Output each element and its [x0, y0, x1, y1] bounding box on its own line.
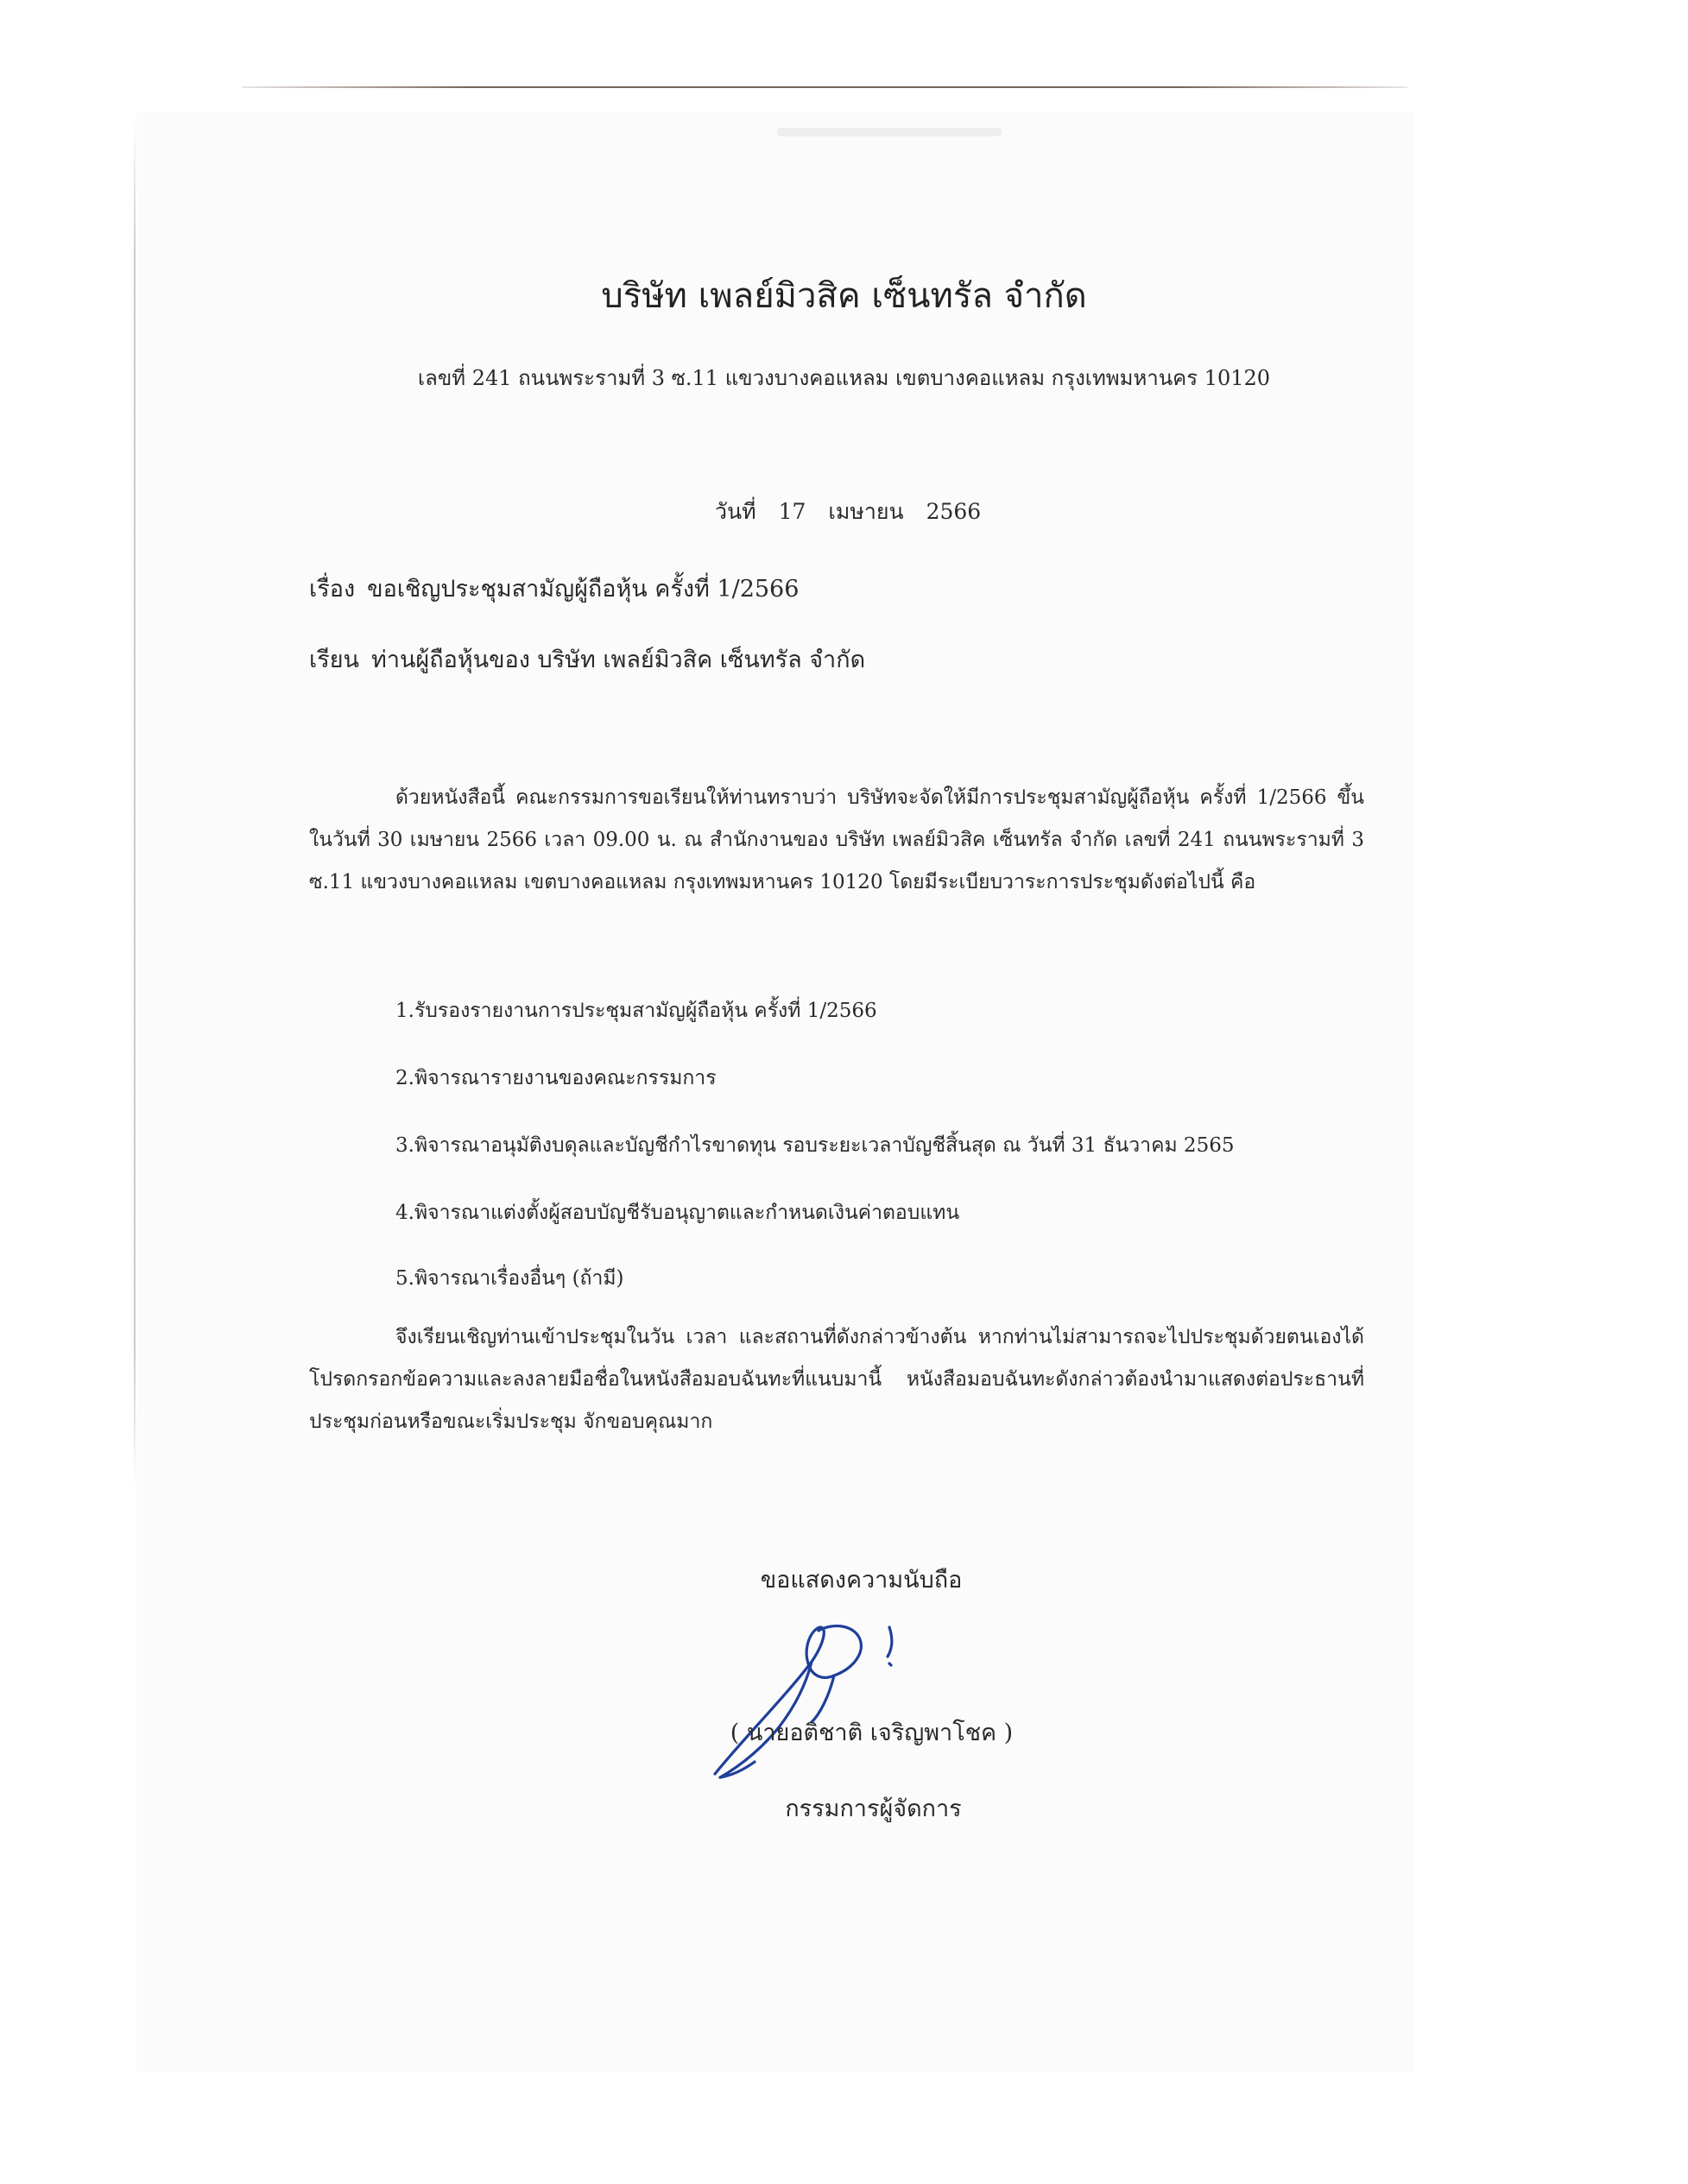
letter-date: [715, 495, 996, 529]
signer-position: กรรมการผู้จัดการ: [785, 1796, 962, 1822]
faint-stamp-mark: [777, 128, 1002, 136]
scan-top-edge: [242, 86, 1407, 88]
agenda-item-1: 1.รับรองรายงานการประชุมสามัญผู้ถือหุ้น ครั้งที่ 1/2566: [395, 1000, 877, 1022]
date-month: เมษายน: [828, 499, 904, 524]
company-name-heading: บริษัท เพลย์มิวสิค เซ็นทรัล จำกัด: [601, 276, 1087, 316]
agenda-item-5: 5.พิจารณาเรื่องอื่นๆ (ถ้ามี): [395, 1267, 624, 1290]
closing-salutation: ขอแสดงความนับถือ: [760, 1567, 963, 1594]
recipient-line: [309, 641, 865, 678]
date-year: 2566: [926, 499, 982, 524]
date-label: วันที่: [715, 499, 756, 524]
handwritten-signature: [682, 1593, 958, 1791]
subject-text: ขอเชิญประชุมสามัญผู้ถือหุ้น ครั้งที่ 1/2566: [367, 576, 800, 603]
closing-paragraph: จึงเรียนเชิญท่านเข้าประชุมในวัน เวลา และสถานที่ดังกล่าวข้างต้น หากท่านไม่สามารถจะไปประชุมด้วยตนเองได้ โปรดกรอกข้อความและลงลายมือชื่อในหนังสือมอบฉันทะที่แนบมานี้ หนังสือมอบฉันทะดังกล่าวต้องนำมาแสดงต่อประธานที่ประชุมก่อนหรือขณะเริ่มประชุม จักขอบคุณมาก: [309, 1326, 1364, 1433]
date-day: 17: [778, 499, 806, 524]
recipient-label: เรียน: [309, 647, 360, 673]
subject-line: [309, 570, 799, 607]
agenda-item-3: 3.พิจารณาอนุมัติงบดุลและบัญชีกำไรขาดทุน รอบระยะเวลาบัญชีสิ้นสุด ณ วันที่ 31 ธันวาคม 2565: [395, 1134, 1235, 1157]
subject-label: เรื่อง: [309, 576, 356, 603]
recipient-text: ท่านผู้ถือหุ้นของ บริษัท เพลย์มิวสิค เซ็นทรัล จำกัด: [371, 647, 866, 673]
agenda-item-4: 4.พิจารณาแต่งตั้งผู้สอบบัญชีรับอนุญาตและกำหนดเงินค่าตอบแทน: [395, 1202, 960, 1224]
agenda-item-2: 2.พิจารณารายงานของคณะกรรมการ: [395, 1067, 717, 1089]
intro-paragraph: ด้วยหนังสือนี้ คณะกรรมการขอเรียนให้ท่านทราบว่า บริษัทจะจัดให้มีการประชุมสามัญผู้ถือหุ้น ครั้งที่ 1/2566 ขึ้นในวันที่ 30 เมษายน 2566 เวลา 09.00 น. ณ สำนักงานของ บริษัท เพลย์มิวสิค เซ็นทรัล จำกัด เลขที่ 241 ถนนพระรามที่ 3 ซ.11 แขวงบางคอแหลม เขตบางคอแหลม กรุงเทพมหานคร 10120 โดยมีระเบียบวาระการประชุมดังต่อไปนี้ คือ: [309, 786, 1364, 893]
company-address: เลขที่ 241 ถนนพระรามที่ 3 ซ.11 แขวงบางคอแหลม เขตบางคอแหลม กรุงเทพมหานคร 10120: [417, 366, 1271, 390]
signer-name: ( นายอติชาติ เจริญพาโชค ): [730, 1720, 1014, 1746]
